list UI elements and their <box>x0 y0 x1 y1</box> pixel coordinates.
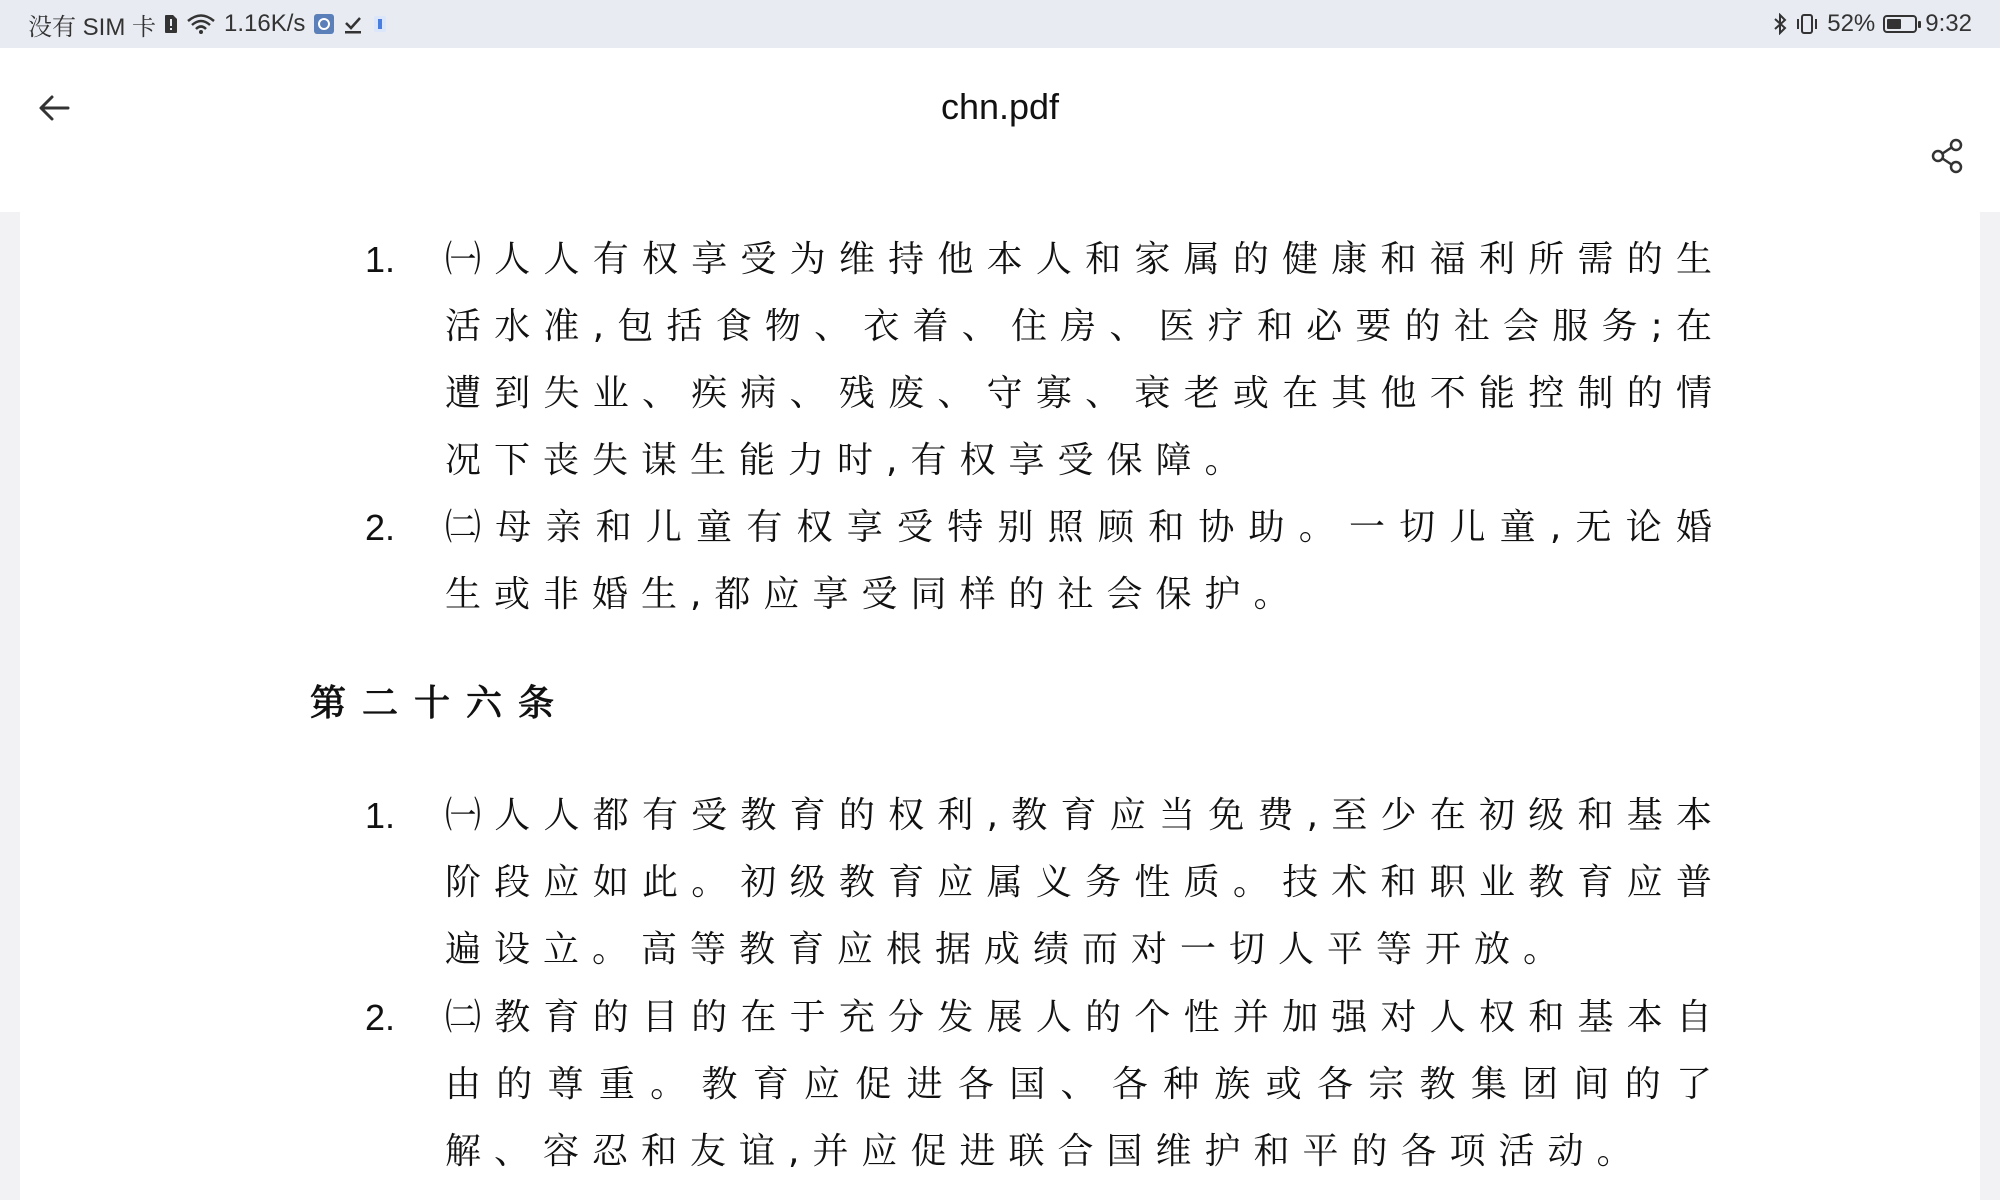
item-text: ㈠人人有权享受为维持他本人和家属的健康和福利所需的生活水准,包括食物、衣着、住房、医疗和必要的社会服务;在遭到失业、疾病、残废、守寡、衰老或在其他不能控制的情况下丧失谋生能力时,有权享受保障。 <box>445 239 1725 481</box>
item-text: ㈠人人都有受教育的权利,教育应当免费,至少在初级和基本阶段应如此。初级教育应属义务性质。技术和职业教育应普遍设立。高等教育应根据成绩而对一切人平等开放。 <box>445 795 1725 970</box>
download-done-icon <box>343 13 363 35</box>
item-number: 1. <box>365 239 396 280</box>
status-left <box>28 7 389 42</box>
wifi-icon <box>186 13 216 35</box>
item-number: 1. <box>365 795 396 836</box>
battery-icon <box>1883 15 1917 33</box>
app-badge-icon <box>371 13 389 35</box>
battery-percent: 52% <box>1827 10 1876 37</box>
share-icon <box>1928 136 1968 176</box>
item-text: ㈡教育的目的在于充分发展人的个性并加强对人权和基本自由的尊重。教育应促进各国、各种族或各宗教集团间的了解、容忍和友谊,并应促进联合国维护和平的各项活动。 <box>445 997 1725 1172</box>
status-right <box>1773 10 1972 38</box>
bluetooth-icon <box>1773 13 1787 35</box>
pdf-content <box>20 212 1980 1200</box>
item-text: ㈡母亲和儿童有权享受特别照顾和协助。一切儿童,无论婚生或非婚生,都应享受同样的社会保护。 <box>445 507 1725 615</box>
status-bar <box>0 0 2000 48</box>
clock: 9:32 <box>1925 10 1972 37</box>
vibrate-icon <box>1795 13 1819 35</box>
carrier-label: 没有 SIM 卡 <box>28 13 157 41</box>
pdf-page[interactable] <box>20 212 1980 1200</box>
item-number: 2. <box>365 507 396 548</box>
network-speed: 1.16K/s <box>224 10 306 37</box>
battery-fill <box>1887 19 1901 29</box>
item-number: 2. <box>365 997 396 1038</box>
share-button[interactable] <box>1920 128 1976 184</box>
document-title: chn.pdf <box>940 86 1060 127</box>
article-heading: 第二十六条 <box>310 683 571 724</box>
app-notification-icon <box>313 13 335 35</box>
sim-alert-icon <box>164 14 178 34</box>
app-bar <box>0 48 2000 212</box>
